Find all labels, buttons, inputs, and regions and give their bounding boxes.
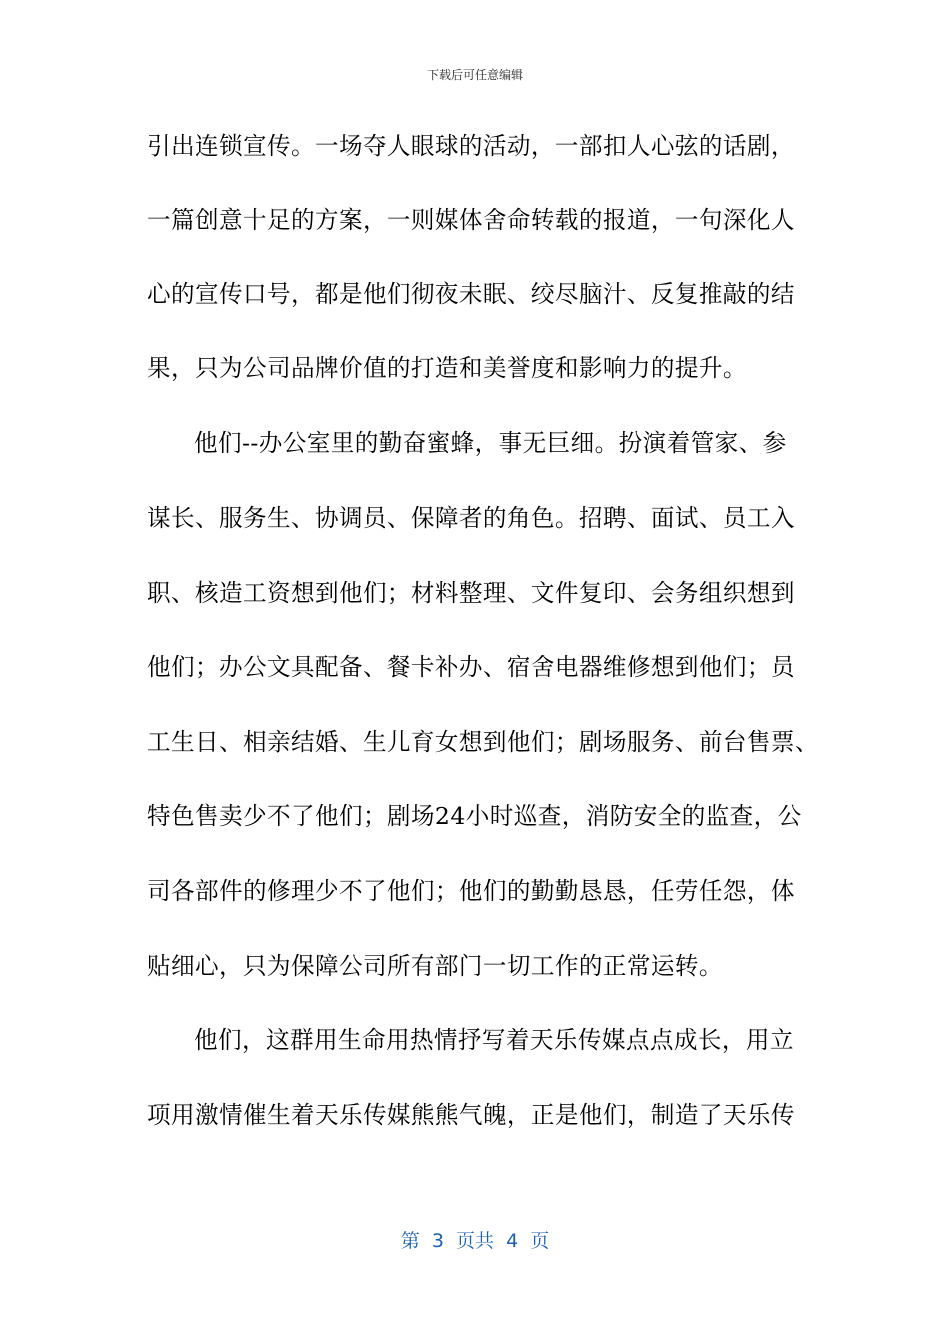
body-line: 果，只为公司品牌价值的打造和美誉度和影响力的提升。 (147, 354, 747, 382)
body-line: 特色售卖少不了他们；剧场24小时巡查，消防安全的监查，公 (147, 802, 802, 830)
body-line: 他们；办公文具配备、餐卡补办、宿舍电器维修想到他们；员 (147, 653, 795, 681)
body-line: 职、核造工资想到他们；材料整理、文件复印、会务组织想到 (147, 579, 795, 607)
paragraph-first-line: 他们，这群用生命用热情抒写着天乐传媒点点成长，用立 (194, 1026, 794, 1054)
body-line: 谋长、服务生、协调员、保障者的角色。招聘、面试、员工入 (147, 504, 795, 532)
body-line: 工生日、相亲结婚、生儿育女想到他们；剧场服务、前台售票、 (147, 728, 819, 756)
page-number: 第 3 页共 4 页 (400, 1230, 550, 1252)
body-line: 项用激情催生着天乐传媒熊熊气魄，正是他们，制造了天乐传 (147, 1101, 795, 1129)
body-line: 引出连锁宣传。一场夺人眼球的活动，一部扣人心弦的话剧， (147, 132, 795, 160)
body-line: 司各部件的修理少不了他们；他们的勤勤恳恳，任劳任怨，体 (147, 877, 795, 905)
body-line: 心的宣传口号，都是他们彻夜未眠、绞尽脑汁、反复推敲的结 (147, 280, 795, 308)
body-line: 一篇创意十足的方案，一则媒体舍命转载的报道，一句深化人 (147, 206, 795, 234)
body-line: 贴细心，只为保障公司所有部门一切工作的正常运转。 (147, 952, 723, 980)
paragraph-first-line: 他们--办公室里的勤奋蜜蜂，事无巨细。扮演着管家、参 (194, 429, 787, 457)
header-note: 下载后可任意编辑 (426, 68, 523, 82)
